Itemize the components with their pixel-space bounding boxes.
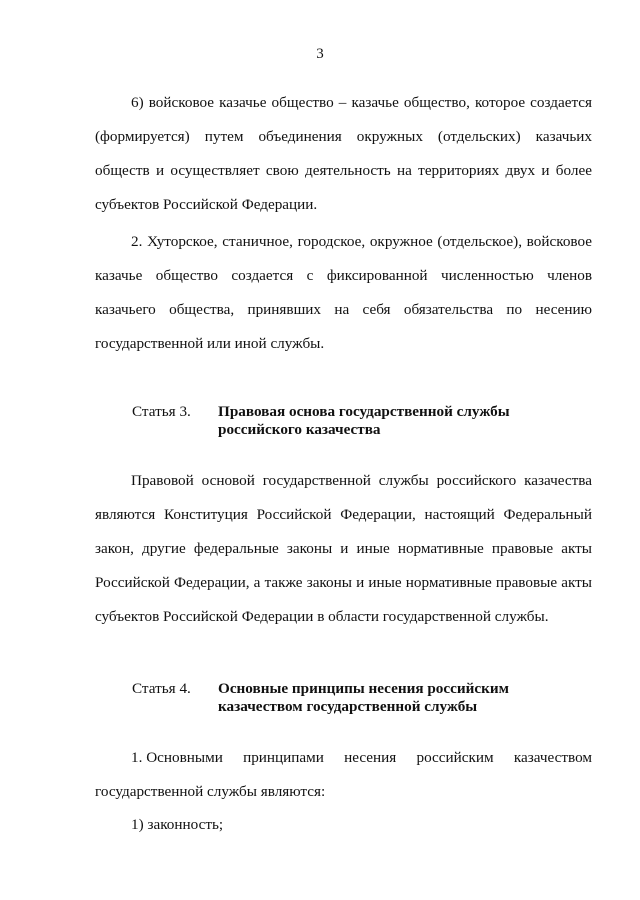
article-4-title-line-2: казачеством государственной службы <box>218 698 478 715</box>
article-3-title <box>218 403 602 439</box>
paragraph-military-cossack-society: 6) войсковое казачье общество – казачье общество, которое создается (формируется) путем объединения окружных (отдельских) казачьих обществ и осуществляет свою деятельность на территориях двух и более субъектов Российской Федерации. <box>95 94 592 213</box>
paragraph-cossack-society-creation: 2. Хуторское, станичное, городское, окружное (отдельское), войсковое казачье общество создается с фиксированной численностью членов казачьего общества, принявших на себя обязательства по несению государственной или иной службы. <box>95 233 592 352</box>
article-3-number: Статья 3. <box>132 403 191 420</box>
principles-intro-first-line <box>95 741 592 775</box>
principles-word: несения <box>344 749 397 766</box>
article-3-title-line-2: российского казачества <box>218 421 381 438</box>
page-number: 3 <box>316 46 324 62</box>
principles-intro-second-line: государственной службы являются: <box>95 783 326 800</box>
article-3-title-line-1: Правовая основа государственной службы <box>218 403 510 420</box>
article-4-number: Статья 4. <box>132 680 191 697</box>
paragraph-legality: 1) законность; <box>131 816 224 833</box>
principles-word: принципами <box>243 749 324 766</box>
principles-word: российским <box>416 749 494 766</box>
principles-word: 1. Основными <box>131 749 223 766</box>
article-4-title-line-1: Основные принципы несения российским <box>218 680 509 697</box>
paragraph-legal-basis: Правовой основой государственной службы российского казачества являются Конституция Российской Федерации, настоящий Федеральный закон, другие федеральные законы и иные нормативные правовые акты Российской Федерации, а также законы и иные нормативные правовые акты субъектов Российской Федерации в области государственной службы. <box>95 472 592 625</box>
paragraph-principles-intro <box>95 741 592 809</box>
principles-word: казачеством <box>513 749 592 766</box>
article-4-title <box>218 680 602 716</box>
